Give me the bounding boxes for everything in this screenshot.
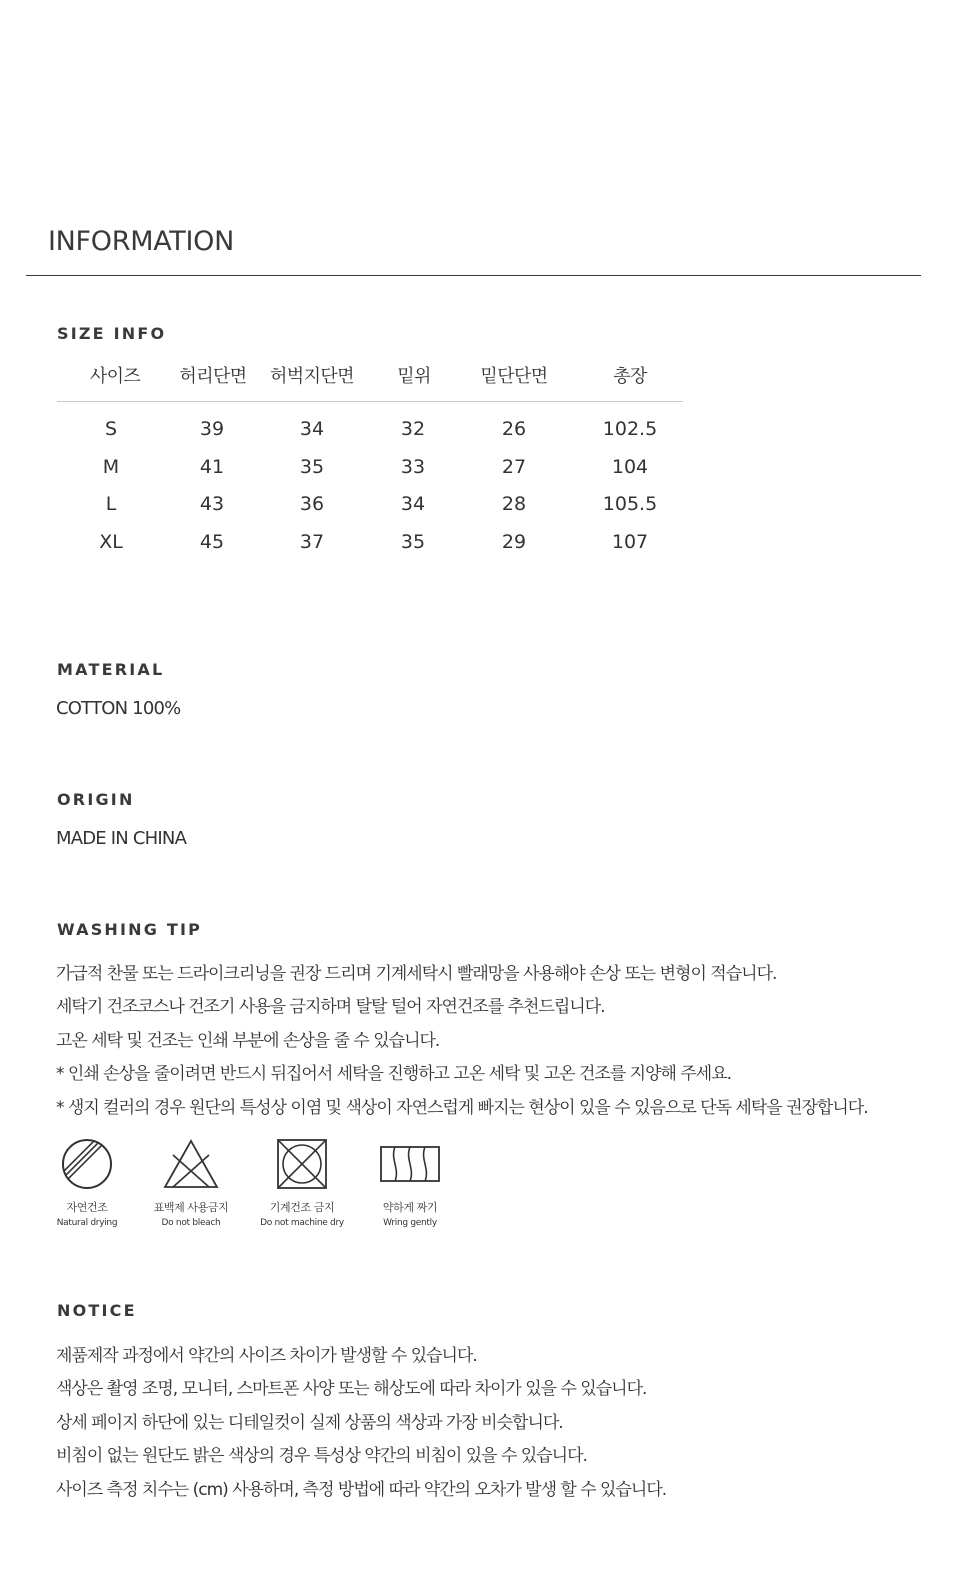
washing-tip-line: * 인쇄 손상을 줄이려면 반드시 뒤집어서 세탁을 진행하고 고온 세탁 및 고온 건조를 지양해 주세요. (56, 1064, 732, 1084)
table-cell: 34 (400, 493, 426, 515)
care-label-en: Do not bleach (161, 1218, 221, 1228)
table-cell: 105.5 (602, 493, 658, 515)
care-label-ko: 약하게 짜기 (382, 1201, 438, 1214)
care-label-ko: 기계건조 금지 (269, 1201, 335, 1214)
column-header: 허리단면 (179, 366, 247, 387)
table-cell: L (105, 493, 117, 515)
table-cell: 32 (400, 418, 426, 440)
care-item-do-not-machine-dry (247, 1137, 357, 1228)
washing-tip-heading: WASHING TIP (57, 920, 203, 939)
table-cell: 28 (501, 493, 527, 515)
notice-line: 색상은 촬영 조명, 모니터, 스마트폰 사양 또는 해상도에 따라 차이가 있을 수 있습니다. (56, 1379, 647, 1399)
care-item-do-not-bleach (136, 1137, 246, 1228)
table-cell: S (104, 418, 118, 440)
page-title: INFORMATION (48, 226, 234, 257)
table-cell: 43 (199, 493, 225, 515)
table-cell: 45 (199, 531, 225, 553)
table-cell: 26 (501, 418, 527, 440)
wring-gently-icon (378, 1137, 442, 1191)
table-cell: 107 (611, 531, 649, 553)
table-cell: 35 (400, 531, 426, 553)
care-label-en: Natural drying (56, 1218, 118, 1228)
table-cell: XL (99, 531, 123, 553)
table-cell: 33 (400, 456, 426, 478)
care-item-wring-gently (355, 1137, 465, 1228)
size-info-heading: SIZE INFO (57, 324, 167, 343)
column-header: 허벅지단면 (270, 366, 354, 387)
table-cell: 36 (299, 493, 325, 515)
column-header: 사이즈 (89, 366, 141, 387)
column-header: 총장 (613, 366, 647, 387)
table-cell: 34 (299, 418, 325, 440)
table-cell: 102.5 (602, 418, 658, 440)
care-item-natural-drying (32, 1137, 142, 1228)
material-heading: MATERIAL (57, 660, 165, 679)
origin-value: MADE IN CHINA (56, 828, 187, 849)
washing-tip-line: 가급적 찬물 또는 드라이크리닝을 권장 드리며 기계세탁시 빨래망을 사용해야 손상 또는 변형이 적습니다. (56, 964, 777, 984)
table-cell: 29 (501, 531, 527, 553)
care-label-ko: 자연건조 (66, 1201, 108, 1214)
notice-line: 비침이 없는 원단도 밝은 색상의 경우 특성상 약간의 비침이 있을 수 있습니다. (56, 1446, 587, 1466)
origin-heading: ORIGIN (57, 790, 135, 809)
title-divider (26, 275, 921, 276)
notice-line: 사이즈 측정 치수는 (cm) 사용하며, 측정 방법에 따라 약간의 오차가 발생 할 수 있습니다. (56, 1480, 667, 1500)
column-header: 밑단단면 (480, 366, 548, 387)
washing-tip-line: 고온 세탁 및 건조는 인쇄 부분에 손상을 줄 수 있습니다. (56, 1031, 440, 1051)
table-cell: 27 (501, 456, 527, 478)
notice-heading: NOTICE (57, 1301, 137, 1320)
notice-line: 제품제작 과정에서 약간의 사이즈 차이가 발생할 수 있습니다. (56, 1346, 477, 1366)
natural-drying-icon (60, 1137, 114, 1191)
care-label-ko: 표백제 사용금지 (153, 1201, 229, 1214)
washing-tip-line: * 생지 컬러의 경우 원단의 특성상 이염 및 색상이 자연스럽게 빠지는 현상이 있을 수 있음으로 단독 세탁을 권장합니다. (56, 1098, 868, 1118)
care-label-en: Wring gently (383, 1218, 437, 1228)
notice-line: 상세 페이지 하단에 있는 디테일컷이 실제 상품의 색상과 가장 비슷합니다. (56, 1413, 563, 1433)
table-cell: 104 (611, 456, 649, 478)
washing-tip-line: 세탁기 건조코스나 건조기 사용을 금지하며 탈탈 털어 자연건조를 추천드립니다. (56, 997, 605, 1017)
table-cell: 37 (299, 531, 325, 553)
table-cell: M (102, 456, 120, 478)
table-cell: 41 (199, 456, 225, 478)
do-not-bleach-icon (161, 1137, 221, 1191)
do-not-machine-dry-icon (275, 1137, 329, 1191)
column-header: 밑위 (397, 366, 431, 387)
table-cell: 35 (299, 456, 325, 478)
care-label-en: Do not machine dry (260, 1218, 344, 1228)
table-cell: 39 (199, 418, 225, 440)
table-divider (57, 401, 683, 402)
material-value: COTTON 100% (56, 698, 181, 719)
